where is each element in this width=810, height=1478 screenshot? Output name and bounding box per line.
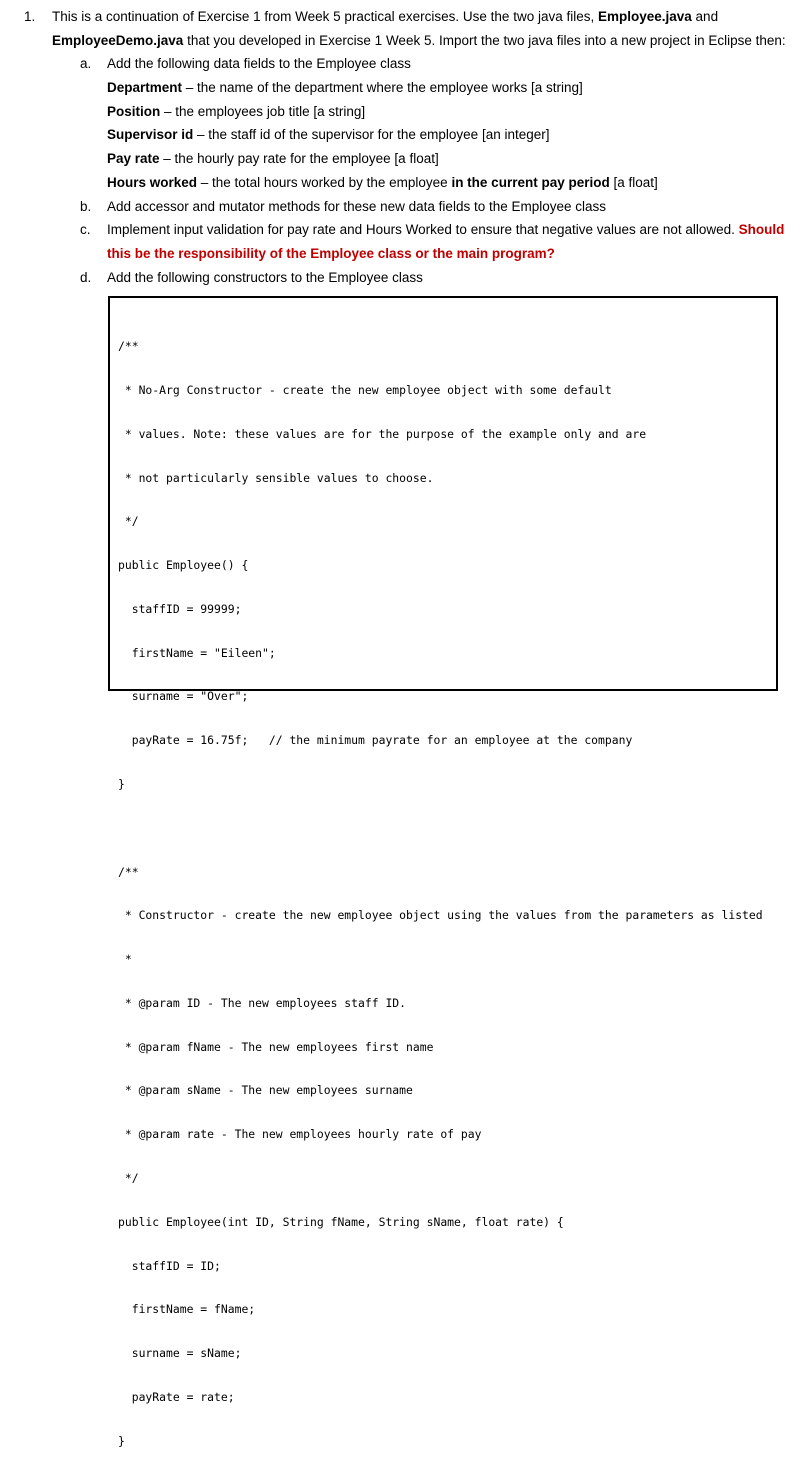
field-department	[107, 80, 583, 95]
code-line: }	[118, 1433, 125, 1448]
item-line-2	[52, 33, 786, 48]
code-line: payRate = 16.75f; // the minimum payrate for an employee at the company	[118, 733, 633, 748]
code-line: public Employee() {	[118, 558, 249, 573]
code-line: firstName = fName;	[118, 1302, 256, 1317]
code-line: payRate = rate;	[118, 1389, 235, 1404]
sub-b-text: Add accessor and mutator methods for these new data fields to the Employee class	[107, 199, 607, 214]
sub-d-marker: d.	[80, 270, 92, 285]
code-box	[108, 296, 778, 1448]
sub-c-text: Implement input validation for pay rate and Hours Worked to ensure that negative values are not allowed.	[107, 222, 739, 237]
item-line-1-text: This is a continuation of Exercise 1 from Week 5 practical exercises. Use the two java files,	[52, 9, 598, 24]
sub-b-marker: b.	[80, 199, 92, 214]
field-desc: – the staff id of the supervisor for the employee [an integer]	[193, 127, 550, 142]
field-supervisor-id	[107, 127, 550, 142]
code-line: staffID = ID;	[118, 1258, 221, 1273]
sub-c-marker: c.	[80, 222, 91, 237]
field-name: Position	[107, 104, 161, 119]
code-block	[118, 310, 763, 1478]
sub-d-text: Add the following constructors to the Employee class	[107, 270, 423, 285]
code-line: * No-Arg Constructor - create the new employee object with some default	[118, 382, 612, 397]
sub-a-marker: a.	[80, 56, 92, 71]
employee-java-filename: Employee.java	[597, 9, 692, 24]
code-line: /**	[118, 864, 139, 879]
field-position	[107, 104, 365, 119]
code-line: */	[118, 1171, 139, 1186]
field-pay-rate	[107, 151, 439, 166]
field-name: Supervisor id	[107, 127, 194, 142]
field-desc: – the total hours worked by the employee	[197, 175, 452, 190]
field-desc-bold: in the current pay period	[451, 175, 610, 190]
sub-a-text: Add the following data fields to the Employee class	[107, 56, 411, 71]
code-line: * @param rate - The new employees hourly rate of pay	[118, 1127, 482, 1142]
field-desc: – the hourly pay rate for the employee [a float]	[159, 151, 439, 166]
code-line: /**	[118, 339, 139, 354]
item-line-2-text: that you developed in Exercise 1 Week 5. Import the two java files into a new project in Eclipse then:	[183, 33, 786, 48]
code-line: * @param ID - The new employees staff ID.	[118, 995, 407, 1010]
sub-c-question: this be the responsibility of the Employee class or the main program?	[107, 246, 555, 261]
code-line: */	[118, 514, 139, 529]
code-line: surname = "Over";	[118, 689, 249, 704]
code-line: firstName = "Eileen";	[118, 645, 276, 660]
item-line-1	[52, 9, 718, 24]
code-line: * values. Note: these values are for the purpose of the example only and are	[118, 426, 647, 441]
code-line: * @param sName - The new employees surname	[118, 1083, 413, 1098]
field-desc-end: [a float]	[609, 175, 658, 190]
sub-c-question-start: Should	[738, 222, 785, 237]
code-line: }	[118, 777, 125, 791]
field-name: Pay rate	[107, 151, 160, 166]
code-line: * Constructor - create the new employee object using the values from the parameters as listed	[118, 908, 763, 923]
code-line: staffID = 99999;	[118, 601, 242, 616]
code-line: * @param fName - The new employees first name	[118, 1039, 434, 1054]
item-line-1-end: and	[691, 9, 719, 24]
field-desc: – the name of the department where the employee works [a string]	[182, 80, 583, 95]
field-hours-worked	[107, 175, 658, 190]
code-line: surname = sName;	[118, 1346, 242, 1361]
code-line: public Employee(int ID, String fName, String sName, float rate) {	[118, 1214, 564, 1229]
code-line	[118, 821, 763, 836]
field-desc: – the employees job title [a string]	[160, 104, 366, 119]
code-line: *	[118, 952, 132, 967]
sub-c-line-1	[107, 222, 784, 237]
field-name: Department	[107, 80, 183, 95]
item-number: 1.	[24, 9, 36, 24]
employeedemo-java-filename: EmployeeDemo.java	[52, 33, 184, 48]
code-line: * not particularly sensible values to choose.	[118, 470, 434, 485]
field-name: Hours worked	[107, 175, 198, 190]
